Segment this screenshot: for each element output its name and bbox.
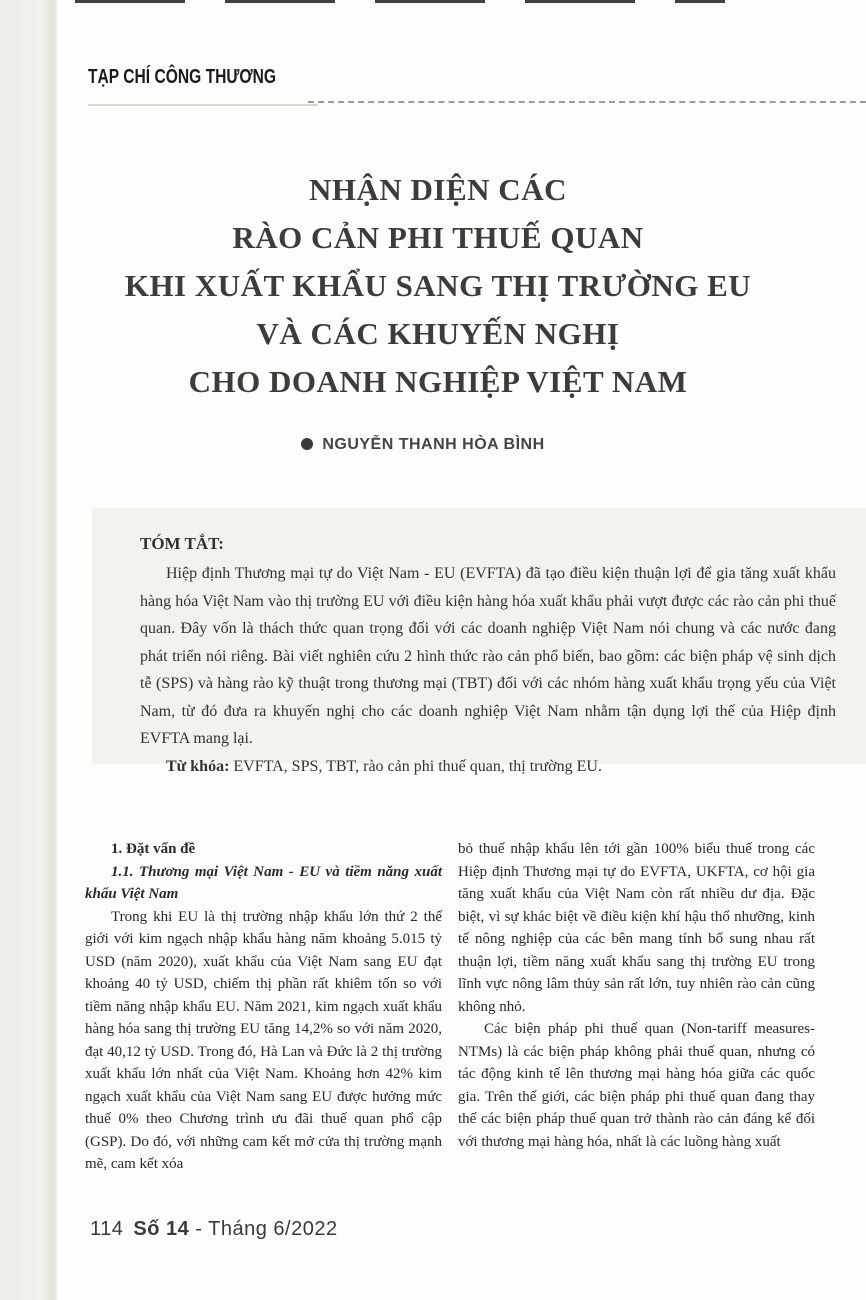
- author-name: NGUYỄN THANH HÒA BÌNH: [322, 436, 545, 453]
- footer-date: - Tháng 6/2022: [189, 1218, 338, 1240]
- header-underline: [88, 104, 318, 106]
- page-number: 114: [90, 1218, 124, 1240]
- scan-artifact-line: [75, 0, 725, 3]
- article-title: [40, 166, 836, 406]
- keywords-line: [140, 753, 836, 781]
- magazine-title: TẠP CHÍ CÔNG THƯƠNG: [88, 66, 277, 88]
- header-divider: [308, 101, 866, 103]
- author-line: [0, 436, 846, 454]
- section-heading: 1. Đặt vấn đề: [111, 841, 196, 857]
- body-paragraph: Các biện pháp phi thuế quan (Non-tariff measures-NTMs) là các biện pháp không phải thuế quan, nhưng có tác động kinh tế lên thương mại hàng hóa giữa các quốc gia. Trên thế giới, các biện pháp phi thuế quan đang thay thế các biện pháp thuế quan trở thành rào cản đáng kể đối với thương mại hàng hóa, nhất là các luồng hàng xuất: [458, 1021, 815, 1150]
- article-title-line: NHẬN DIỆN CÁC: [309, 172, 567, 207]
- article-title-line: RÀO CẢN PHI THUẾ QUAN: [232, 220, 644, 255]
- bullet-icon: [301, 438, 313, 450]
- abstract-text: Hiệp định Thương mại tự do Việt Nam - EU (EVFTA) đã tạo điều kiện thuận lợi để gia tăng xuất khẩu hàng hóa Việt Nam vào thị trường EU với điều kiện hàng hóa xuất khẩu phải vượt được các rào cản phi thuế quan. Đây vốn là thách thức quan trọng đối với các doanh nghiệp Việt Nam nói chung và các nước đang phát triển nói riêng. Bài viết nghiên cứu 2 hình thức rào cản phổ biến, bao gồm: các biện pháp vệ sinh dịch tễ (SPS) và hàng rào kỹ thuật trong thương mại (TBT) đối với các nhóm hàng xuất khẩu trọng yếu của Việt Nam, từ đó đưa ra khuyến nghị cho các doanh nghiệp Việt Nam nhằm tận dụng lợi thế của Hiệp định EVFTA mang lại.: [140, 565, 836, 747]
- left-column: [85, 838, 442, 1176]
- article-body: [85, 838, 815, 1176]
- article-title-line: VÀ CÁC KHUYẾN NGHỊ: [256, 316, 620, 351]
- abstract-box: [92, 508, 866, 775]
- article-title-line: KHI XUẤT KHẨU SANG THỊ TRƯỜNG EU: [124, 268, 752, 303]
- article-title-line: CHO DOANH NGHIỆP VIỆT NAM: [188, 364, 688, 399]
- keywords-text: EVFTA, SPS, TBT, rào cản phi thuế quan, thị trường EU.: [229, 757, 602, 775]
- abstract-heading: TÓM TẮT:: [140, 534, 224, 553]
- subsection-heading: 1.1. Thương mại Việt Nam - EU và tiềm năng xuất khẩu Việt Nam: [85, 863, 442, 902]
- body-paragraph: Trong khi EU là thị trường nhập khẩu lớn thứ 2 thế giới với kim ngạch nhập khẩu hàng năm khoảng 5.015 tỷ USD (năm 2020), xuất khẩu của Việt Nam sang EU đạt khoảng 40 tỷ USD, chiếm thị phần rất khiêm tốn so với tiềm năng nhập khẩu EU. Năm 2021, kim ngạch xuất khẩu hàng hóa sang thị trường EU tăng 14,2% so với năm 2020, đạt 40,12 tỷ USD. Trong đó, Hà Lan và Đức là 2 thị trường xuất khẩu lớn nhất của Việt Nam. Khoảng hơn 42% kim ngạch xuất khẩu của Việt Nam sang EU được hưởng mức thuế 0% theo Chương trình ưu đãi thuế quan phổ cập (GSP). Do đó, với những cam kết mở cửa thị trường mạnh mẽ, cam kết xóa: [85, 908, 442, 1172]
- keywords-label: Từ khóa:: [166, 757, 230, 775]
- issue-number: Số 14: [133, 1218, 190, 1240]
- page-footer: [90, 1218, 338, 1241]
- body-paragraph: bỏ thuế nhập khẩu lên tới gần 100% biểu thuế trong các Hiệp định Thương mại tự do EVFTA, UKFTA, cơ hội gia tăng xuất khẩu của Việt Nam còn rất nhiều dư địa. Đặc biệt, vì sự khác biệt về điều kiện khí hậu thổ nhưỡng, kinh tế nông nghiệp của các bên mang tính bổ sung nhau rất thuận lợi, tiềm năng xuất khẩu sang thị trường EU trong lĩnh vực nông lâm thủy sản rất lớn, tuy nhiên rào cản cũng không nhỏ.: [458, 841, 815, 1015]
- right-column: [458, 838, 815, 1176]
